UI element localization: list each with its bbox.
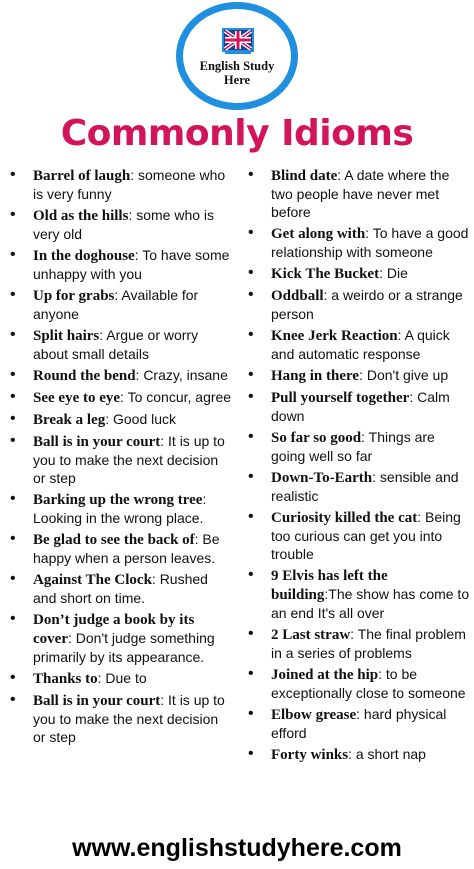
idiom-definition: : Things are going well so far — [271, 429, 435, 464]
idiom-term: Joined at the hip — [271, 667, 379, 683]
idiom-item — [248, 388, 470, 425]
bullet-icon: • — [248, 625, 254, 642]
idiom-term: Barking up the wrong tree — [33, 492, 203, 508]
idiom-term: Up for grabs — [33, 288, 115, 304]
idiom-item — [10, 432, 232, 487]
idiom-term: Don’t judge a book by its cover — [33, 612, 195, 647]
idiom-term: Ball is in your court — [33, 693, 161, 709]
bullet-icon: • — [248, 326, 254, 343]
bullet-icon: • — [248, 366, 254, 383]
idiom-term: Curiosity killed the cat — [271, 510, 418, 526]
bullet-icon: • — [248, 428, 254, 445]
idiom-term: In the doghouse — [33, 248, 135, 264]
idiom-definition: : To have a good relationship with someone — [271, 225, 469, 260]
idiom-item — [10, 490, 232, 527]
idiom-definition: : Don't give up — [359, 367, 449, 383]
idiom-term: Break a leg — [33, 412, 106, 428]
bullet-icon: • — [248, 224, 254, 241]
idiom-item — [10, 366, 232, 385]
idiom-item — [248, 508, 470, 563]
bullet-icon: • — [10, 610, 16, 627]
idiom-item — [248, 224, 470, 261]
idiom-definition: : someone who is very funny — [33, 167, 226, 202]
union-jack-book-icon — [221, 27, 255, 55]
idiom-item — [10, 166, 232, 203]
site-logo — [176, 2, 298, 110]
idiom-item — [10, 286, 232, 323]
idiom-definition: :The show has come to an end It's all over — [271, 586, 470, 621]
idiom-term: Be glad to see the back of — [33, 532, 195, 548]
logo-badge — [183, 9, 291, 103]
idiom-term: Thanks to — [33, 671, 98, 687]
idiom-term: Old as the hills — [33, 208, 129, 224]
idiom-definition: : The final problem in a series of problems — [271, 626, 466, 661]
idiom-item — [10, 410, 232, 429]
idiom-definition: : Available for anyone — [33, 287, 199, 322]
bullet-icon: • — [248, 264, 254, 281]
idiom-definition: : Be happy when a person leaves. — [33, 531, 220, 566]
idiom-term: Hang in there — [271, 368, 360, 384]
bullet-icon: • — [10, 246, 16, 263]
bullet-icon: • — [10, 691, 16, 708]
idiom-item — [10, 610, 232, 666]
idiom-definition: : Don't judge something primarily by its appearance. — [33, 630, 215, 665]
idiom-definition: : A quick and automatic response — [271, 327, 450, 362]
page-title: Commonly Idioms — [60, 113, 414, 154]
bullet-icon: • — [248, 388, 254, 405]
idiom-definition: : to be exceptionally close to someone — [271, 666, 466, 701]
idiom-term: Knee Jerk Reaction — [271, 328, 398, 344]
bullet-icon: • — [10, 570, 16, 587]
idiom-item — [248, 326, 470, 363]
bullet-icon: • — [248, 166, 254, 183]
idiom-item — [248, 745, 470, 764]
idiom-term: Barrel of laugh — [33, 168, 131, 184]
idiom-item — [248, 366, 470, 385]
idiom-item — [248, 428, 470, 465]
bullet-icon: • — [10, 366, 16, 383]
bullet-icon: • — [10, 490, 16, 507]
idiom-term: Down-To-Earth — [271, 470, 373, 486]
idiom-term: Forty winks — [271, 747, 349, 763]
idioms-column-left — [10, 166, 232, 749]
idiom-term: Round the bend — [33, 368, 136, 384]
bullet-icon: • — [10, 166, 16, 183]
idiom-item — [10, 246, 232, 283]
idiom-definition: : Being too curious can get you into trouble — [271, 509, 461, 562]
bullet-icon: • — [10, 432, 16, 449]
idiom-definition: : some who is very old — [33, 207, 215, 242]
idiom-term: 2 Last straw — [271, 627, 351, 643]
idiom-term: 9 Elvis has left the building — [271, 568, 388, 603]
idiom-item — [248, 665, 470, 702]
idiom-definition: : To concur, agree — [120, 389, 232, 405]
idiom-item — [248, 286, 470, 323]
idiom-item — [248, 468, 470, 505]
idiom-item — [248, 566, 470, 622]
bullet-icon: • — [248, 566, 254, 583]
idiom-definition: : a weirdo or a strange person — [271, 287, 463, 322]
logo-text-line1: English Study — [199, 59, 275, 73]
idiom-definition: : Good luck — [105, 411, 177, 427]
idiom-definition: : Argue or worry about small details — [33, 327, 199, 362]
bullet-icon: • — [10, 286, 16, 303]
idiom-term: Pull yourself together — [271, 390, 410, 406]
idiom-term: See eye to eye — [33, 390, 121, 406]
idiom-definition: : Looking in the wrong place. — [33, 491, 207, 526]
idiom-definition: : Crazy, insane — [135, 367, 228, 383]
idiom-item — [248, 625, 470, 662]
bullet-icon: • — [248, 705, 254, 722]
idiom-item — [248, 166, 470, 221]
bullet-icon: • — [10, 326, 16, 343]
idiom-definition: : Die — [379, 265, 408, 281]
idiom-term: Ball is in your court — [33, 434, 161, 450]
bullet-icon: • — [10, 530, 16, 547]
logo-text-line2: Here — [223, 73, 251, 87]
idiom-term: Kick The Bucket — [271, 266, 380, 282]
idiom-item — [10, 206, 232, 243]
idiom-definition: : sensible and realistic — [271, 469, 459, 504]
idiom-term: So far so good — [271, 430, 362, 446]
bullet-icon: • — [248, 665, 254, 682]
idiom-definition: : Rushed and short on time. — [33, 571, 208, 606]
idiom-definition: : To have some unhappy with you — [33, 247, 230, 282]
idiom-item — [10, 326, 232, 363]
idiom-definition: : a short nap — [348, 746, 426, 762]
idiom-definition: : Calm down — [271, 389, 450, 424]
idiom-definition: : It is up to you to make the next decision or step — [33, 433, 225, 486]
idiom-term: Against The Clock — [33, 572, 152, 588]
idiom-term: Elbow grease — [271, 707, 357, 723]
idiom-definition: : Due to — [97, 670, 147, 686]
idiom-term: Oddball — [271, 288, 324, 304]
idiom-definition: : hard physical efford — [271, 706, 447, 741]
bullet-icon: • — [248, 508, 254, 525]
idiom-item — [10, 570, 232, 607]
idiom-item — [248, 705, 470, 742]
idiom-item — [10, 388, 232, 407]
idiom-term: Blind date — [271, 168, 338, 184]
bullet-icon: • — [10, 206, 16, 223]
idiom-item — [10, 530, 232, 567]
idiom-definition: : A date where the two people have never met before — [271, 167, 450, 220]
idiom-item — [10, 669, 232, 688]
idiom-term: Split hairs — [33, 328, 100, 344]
bullet-icon: • — [10, 410, 16, 427]
idiom-item — [10, 691, 232, 746]
idioms-column-right — [248, 166, 470, 767]
bullet-icon: • — [248, 745, 254, 762]
idiom-item — [248, 264, 470, 283]
idiom-definition: : It is up to you to make the next decision or step — [33, 692, 225, 745]
bullet-icon: • — [248, 286, 254, 303]
bullet-icon: • — [10, 669, 16, 686]
idiom-term: Get along with — [271, 226, 366, 242]
footer-website: www.englishstudyhere.com — [72, 834, 402, 862]
bullet-icon: • — [248, 468, 254, 485]
bullet-icon: • — [10, 388, 16, 405]
